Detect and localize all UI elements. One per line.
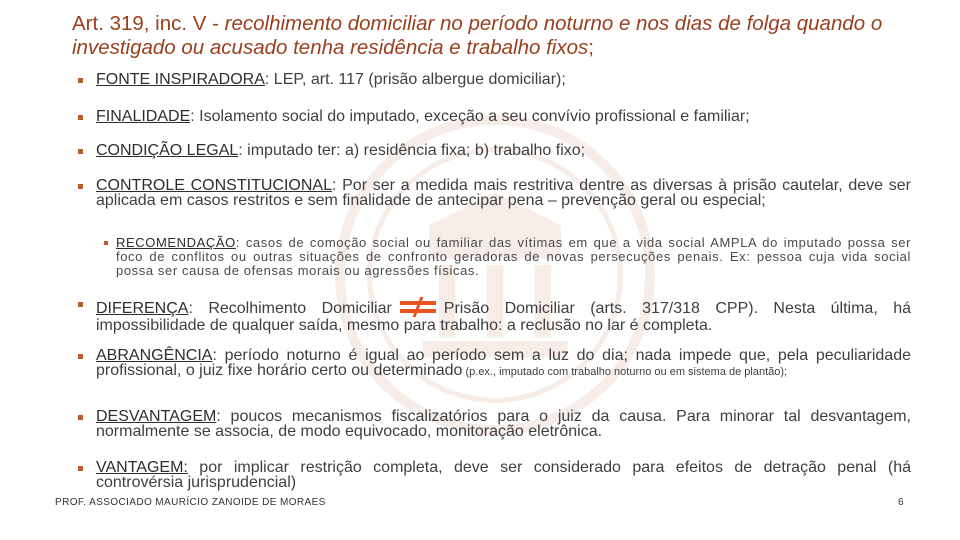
item-label: FONTE INSPIRADORA bbox=[96, 71, 265, 88]
item-label: FINALIDADE bbox=[96, 108, 191, 125]
item-label: VANTAGEM: bbox=[96, 459, 188, 476]
bullet-marker bbox=[78, 115, 83, 120]
item-label: ABRANGÊNCIA bbox=[96, 347, 213, 364]
list-item bbox=[78, 72, 911, 87]
item-text: por implicar restrição completa, deve ser considerado para efeitos de detração penal (há controvérsia jurisprudencial) bbox=[96, 459, 911, 491]
item-text: : poucos mecanismos fiscalizatórios para o juiz da causa. Para minorar tal desvantagem, normalmente se associa, de modo equivocado, monitoração eletrônica. bbox=[96, 408, 911, 440]
item-note: (p.ex., imputado com trabalho noturno ou em sistema de plantão); bbox=[462, 366, 788, 378]
title-lead: Art. 319, inc. V - bbox=[72, 12, 225, 35]
item-text-continued: Prisão Domiciliar (arts. 317/318 CPP). Nesta última, há impossibilidade de qualquer saída, mesmo para trabalho: a reclusão no lar é completa. bbox=[96, 300, 911, 334]
item-text: : LEP, art. 117 (prisão albergue domiciliar); bbox=[264, 71, 566, 88]
list-item bbox=[78, 460, 911, 490]
page-number: 6 bbox=[898, 497, 904, 508]
item-label: CONDIÇÃO LEGAL bbox=[96, 142, 239, 159]
list-item bbox=[78, 178, 911, 208]
item-text: : período noturno é igual ao período sem a luz do dia; nada impede que, pela peculiaridade profissional, o juiz fixe horário certo ou determinado bbox=[96, 347, 911, 379]
list-item bbox=[78, 348, 911, 380]
sub-item-text: : casos de comoção social ou familiar das vítimas em que a vida social AMPLA do imputado possa ser foco de conflitos ou outras situações de confronto geradoras de novas persecuções penais. Ex: pessoa cuja vida social possa ser causa de ofensas morais ou agressões físicas. bbox=[116, 235, 911, 278]
bullet-marker bbox=[78, 354, 83, 359]
list-item bbox=[78, 143, 911, 158]
item-label: DIFERENÇA bbox=[96, 300, 189, 317]
sub-list-item bbox=[104, 236, 911, 278]
title-rest: recolhimento domiciliar no período noturno e nos dias de folga quando o investigado ou acusado tenha residência e trabalho fixos bbox=[72, 12, 883, 59]
item-text: : Recolhimento Domiciliar bbox=[188, 300, 392, 317]
footer-author: PROF. ASSOCIADO MAURÍCIO ZANOIDE DE MORAES bbox=[55, 497, 326, 508]
list-item bbox=[78, 109, 911, 124]
not-equal-icon bbox=[398, 296, 438, 318]
title-end: ; bbox=[588, 36, 594, 59]
bullet-marker bbox=[78, 302, 83, 307]
item-text: : Por ser a medida mais restritiva dentre as diversas à prisão cautelar, deve ser aplicada em casos restritos e sem finalidade de antecipar pena – prevenção geral ou especial; bbox=[96, 177, 912, 209]
bullet-marker bbox=[78, 184, 83, 189]
bullet-marker bbox=[78, 78, 83, 83]
slide-title bbox=[72, 12, 912, 60]
item-text: : Isolamento social do imputado, exceção a seu convívio profissional e familiar; bbox=[190, 108, 750, 125]
sub-bullet-marker bbox=[104, 241, 108, 245]
item-text: : imputado ter: a) residência fixa; b) trabalho fixo; bbox=[238, 142, 586, 159]
bullet-marker bbox=[78, 466, 83, 471]
sub-item-label: RECOMENDAÇÃO bbox=[116, 235, 236, 250]
list-item bbox=[78, 409, 911, 439]
bullet-marker bbox=[78, 149, 83, 154]
bullet-marker bbox=[78, 415, 83, 420]
item-label: CONTROLE CONSTITUCIONAL bbox=[96, 177, 332, 194]
item-label: DESVANTAGEM bbox=[96, 408, 217, 425]
list-item bbox=[78, 296, 911, 333]
